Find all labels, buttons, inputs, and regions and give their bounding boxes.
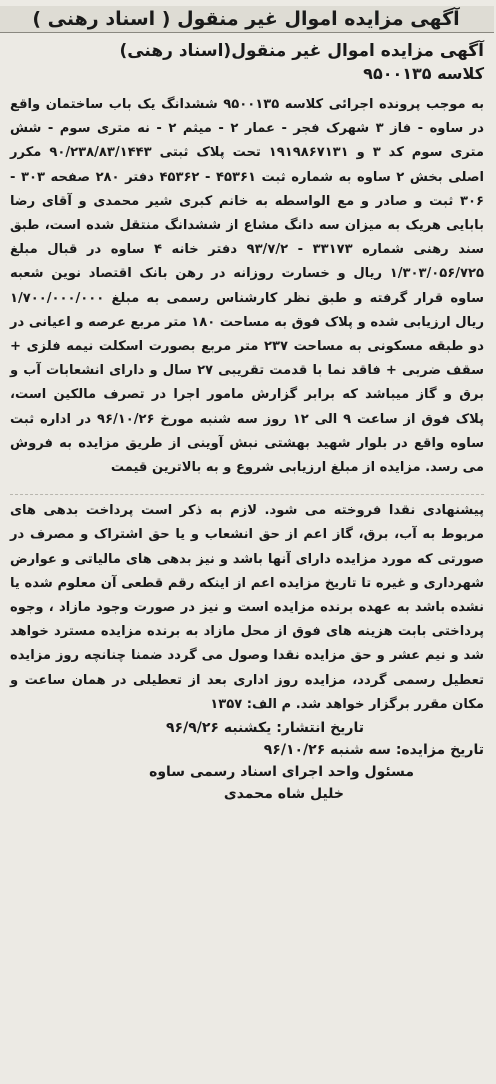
case-number: کلاسه ۹۵۰۰۱۳۵	[363, 64, 484, 83]
notice-title: آگهی مزایده اموال غیر منقول ( اسناد رهنی )	[0, 6, 494, 33]
notice-subtitle: آگهی مزایده اموال غیر منقول(اسناد رهنی)	[119, 41, 484, 61]
auction-date: تاریخ مزایده: سه شنبه ۹۶/۱۰/۲۶	[263, 742, 484, 759]
notice-paragraph-2: پیشنهادی نقدا فروخته می شود. لازم به ذکر است پرداخت بدهی های مربوط به آب، برق، گاز اعم از حق انشعاب و یا حق اشتراک و مصرف در صورتی که مورد مزایده دارای آنها باشد و نیز بدهی های مالیاتی و عوارض شهرداری و غیره تا تاریخ مزایده اعم از اینکه رقم قطعی آن معلوم شده یا نشده باشد به عهده برنده مزایده است و نیز در صورت وجود مازاد ، وجوه پرداختی بابت هزینه های فوق از محل مازاد به برنده مزایده مسترد خواهد شد و نیم عشر و حق مزایده نقدا وصول می گردد ضمنا چنانچه روز مزایده تعطیل رسمی گردد، مزایده روز اداری بعد از تعطیلی در همان ساعت و مکان مقرر برگزار خواهد شد. م الف: ۱۳۵۷	[10, 494, 484, 717]
signing-office: مسئول واحد اجرای اسناد رسمی ساوه	[149, 764, 414, 781]
notice-paragraph-1: به موجب پرونده اجرائی کلاسه ۹۵۰۰۱۳۵ ششدانگ یک باب ساختمان واقع در ساوه - فاز ۳ شهرک فجر - عمار ۲ - میثم ۲ - نه متری سوم - شش متری سوم کد ۳ و ۱۹۱۹۸۶۷۱۳۱ تحت پلاک ثبتی ۹۰/۲۳۸/۸۳/۱۴۴۳ مکرر اصلی بخش ۲ ساوه به شماره ثبت ۴۵۳۶۱ - ۴۵۳۶۲ دفتر ۲۸۰ صفحه ۳۰۳ - ۳۰۶ ثبت و صادر و مع الواسطه به خانم کبری شیر محمدی و آقای رضا بابایی هریک به میزان سه دانگ مشاع از ششدانگ منتقل شده است، طبق سند رهنی شماره ۳۳۱۷۳ - ۹۳/۷/۲ دفتر خانه ۴ ساوه در قبال مبلغ ۱/۳۰۳/۰۵۶/۷۲۵ ریال و خسارت روزانه در رهن بانک اقتصاد نوین شعبه ساوه قرار گرفته و طبق نظر کارشناس رسمی به مبلغ ۱/۷۰۰/۰۰۰/۰۰۰ ریال ارزیابی شده و پلاک فوق به مساحت ۱۸۰ متر مربع عرصه و اعیانی در دو طبقه مسکونی به مساحت ۲۳۷ متر مربع بصورت اسکلت نیمه فلزی + سقف ضربی + فاقد نما با قدمت تقریبی ۲۷ سال و دارای انشعابات آب و برق و گاز میباشد که برابر گزارش مامور اجرا در تصرف مالکین است، پلاک فوق از ساعت ۹ الی ۱۲ روز سه شنبه مورخ ۹۶/۱۰/۲۶ در اداره ثبت ساوه واقع در بلوار شهید بهشتی نبش آوینی از طریق مزایده به فروش می رسد. مزایده از مبلغ ارزیابی شروع و به بالاترین قیمت	[10, 97, 485, 476]
publish-date: تاریخ انتشار: یکشنبه ۹۶/۹/۲۶	[166, 720, 364, 737]
signer-name: خلیل شاه محمدی	[223, 786, 344, 803]
